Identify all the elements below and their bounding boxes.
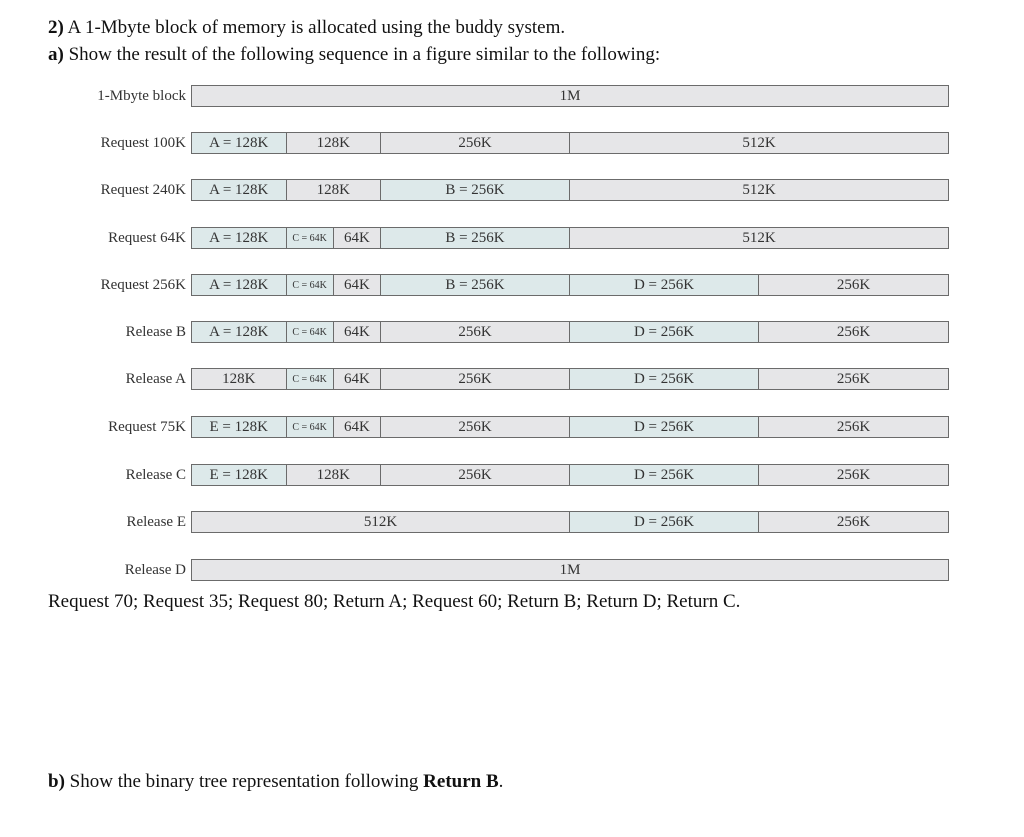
memory-bar bbox=[191, 85, 949, 107]
row-label: Release C bbox=[125, 467, 186, 483]
part-b-label: b) bbox=[48, 771, 65, 792]
question-number: 2) bbox=[48, 17, 64, 38]
part-a-text: Show the result of the following sequence in a figure similar to the following: bbox=[63, 44, 661, 65]
free-block: 256K bbox=[759, 417, 948, 437]
part-a-instruction bbox=[48, 44, 660, 66]
free-block: 128K bbox=[287, 180, 382, 200]
allocated-block: D = 256K bbox=[570, 417, 759, 437]
row-label: Release D bbox=[124, 562, 186, 578]
allocated-block: D = 256K bbox=[570, 275, 759, 295]
free-block: 256K bbox=[381, 417, 570, 437]
allocated-block: A = 128K bbox=[192, 228, 287, 248]
row-label: Request 100K bbox=[100, 135, 186, 151]
allocated-block: D = 256K bbox=[570, 322, 759, 342]
part-b-end: . bbox=[498, 771, 504, 792]
free-block: 128K bbox=[192, 369, 287, 389]
row-label: Release E bbox=[126, 514, 186, 530]
allocated-block: D = 256K bbox=[570, 465, 759, 485]
free-block: 64K bbox=[334, 417, 381, 437]
question-intro: A 1-Mbyte block of memory is allocated using the buddy system. bbox=[63, 17, 566, 38]
memory-bar bbox=[191, 368, 949, 390]
allocated-block: C = 64K bbox=[287, 322, 334, 342]
free-block: 128K bbox=[287, 133, 382, 153]
request-sequence: Request 70; Request 35; Request 80; Return A; Request 60; Return B; Return D; Return C. bbox=[48, 591, 741, 612]
free-block: 1M bbox=[192, 86, 948, 106]
allocated-block: B = 256K bbox=[381, 180, 570, 200]
free-block: 128K bbox=[287, 465, 382, 485]
row-label: Request 75K bbox=[108, 419, 186, 435]
allocated-block: B = 256K bbox=[381, 275, 570, 295]
free-block: 64K bbox=[334, 275, 381, 295]
free-block: 256K bbox=[759, 322, 948, 342]
memory-bar bbox=[191, 321, 949, 343]
row-label: Request 240K bbox=[100, 182, 186, 198]
free-block: 64K bbox=[334, 322, 381, 342]
free-block: 64K bbox=[334, 369, 381, 389]
free-block: 256K bbox=[381, 322, 570, 342]
allocated-block: A = 128K bbox=[192, 180, 287, 200]
row-label: 1-Mbyte block bbox=[97, 88, 186, 104]
free-block: 256K bbox=[759, 275, 948, 295]
part-b-bold: Return B bbox=[423, 771, 499, 792]
allocated-block: E = 128K bbox=[192, 465, 287, 485]
row-label: Request 64K bbox=[108, 230, 186, 246]
memory-bar bbox=[191, 274, 949, 296]
free-block: 512K bbox=[570, 133, 948, 153]
part-b-text: Show the binary tree representation following bbox=[64, 771, 424, 792]
free-block: 256K bbox=[381, 369, 570, 389]
free-block: 256K bbox=[381, 133, 570, 153]
free-block: 256K bbox=[759, 512, 948, 532]
allocated-block: D = 256K bbox=[570, 512, 759, 532]
memory-bar bbox=[191, 416, 949, 438]
free-block: 1M bbox=[192, 560, 948, 580]
free-block: 64K bbox=[334, 228, 381, 248]
question-heading bbox=[48, 17, 565, 39]
allocated-block: D = 256K bbox=[570, 369, 759, 389]
allocated-block: A = 128K bbox=[192, 133, 287, 153]
allocated-block: C = 64K bbox=[287, 275, 334, 295]
memory-bar bbox=[191, 132, 949, 154]
memory-bar bbox=[191, 227, 949, 249]
part-b-instruction bbox=[48, 771, 503, 793]
free-block: 256K bbox=[759, 369, 948, 389]
part-a-label: a) bbox=[48, 44, 64, 65]
row-label: Request 256K bbox=[100, 277, 186, 293]
allocated-block: C = 64K bbox=[287, 369, 334, 389]
row-label: Release B bbox=[125, 324, 186, 340]
allocated-block: E = 128K bbox=[192, 417, 287, 437]
memory-bar bbox=[191, 179, 949, 201]
allocated-block: A = 128K bbox=[192, 275, 287, 295]
memory-bar bbox=[191, 559, 949, 581]
free-block: 512K bbox=[570, 228, 948, 248]
memory-bar bbox=[191, 464, 949, 486]
row-label: Release A bbox=[125, 371, 186, 387]
allocated-block: C = 64K bbox=[287, 417, 334, 437]
allocated-block: C = 64K bbox=[287, 228, 334, 248]
allocated-block: B = 256K bbox=[381, 228, 570, 248]
free-block: 512K bbox=[570, 180, 948, 200]
free-block: 256K bbox=[381, 465, 570, 485]
free-block: 256K bbox=[759, 465, 948, 485]
allocated-block: A = 128K bbox=[192, 322, 287, 342]
memory-bar bbox=[191, 511, 949, 533]
free-block: 512K bbox=[192, 512, 570, 532]
